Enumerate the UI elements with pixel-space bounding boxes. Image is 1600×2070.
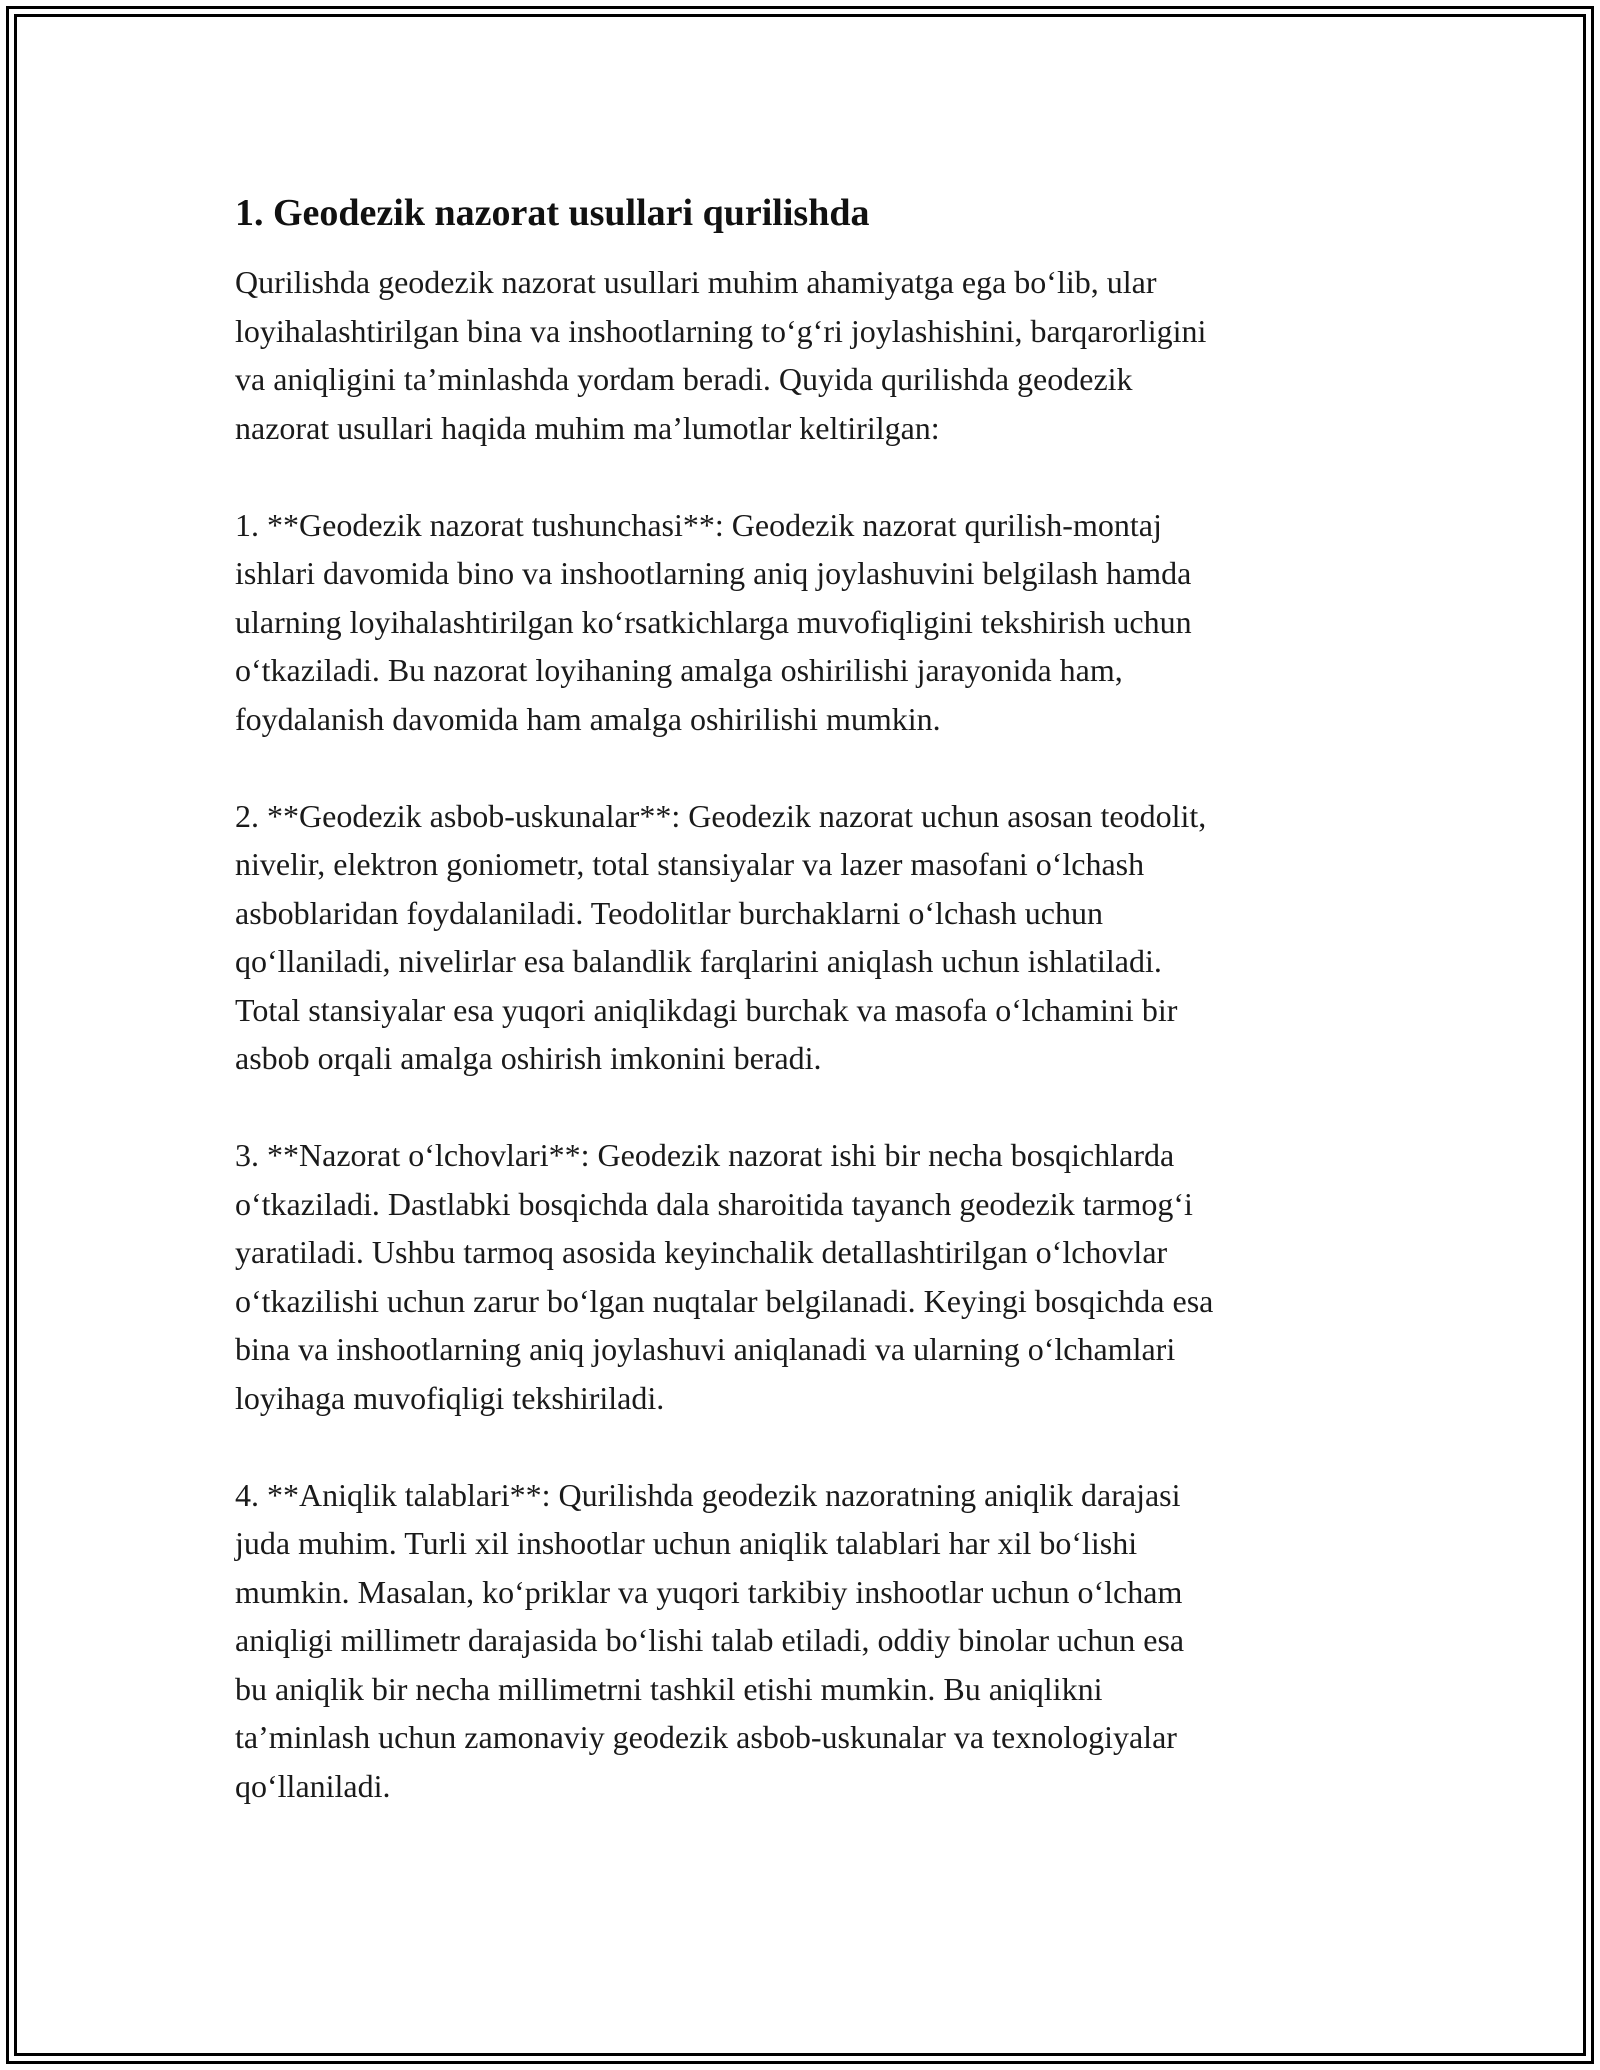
section-paragraph-2: 2. **Geodezik asbob-uskunalar**: Geodezik nazorat uchun asosan teodolit, nivelir, elektron goniometr, total stansiyalar va lazer masofani o‘lchash asboblaridan foydalaniladi. Teodolitlar burchaklarni o‘lchash uchun qo‘llaniladi, nivelirlar esa balandlik farqlarini aniqlash uchun ishlatiladi. Total stansiyalar esa yuqori aniqlikdagi burchak va masofa o‘lchamini bir asbob orqali amalga oshirish imkonini beradi. xyxy=(235,797,1207,1076)
document-title: 1. Geodezik nazorat usullari qurilishda xyxy=(235,192,870,234)
section-paragraph-3: 3. **Nazorat o‘lchovlari**: Geodezik nazorat ishi bir necha bosqichlarda o‘tkaziladi. Dastlabki bosqichda dala sharoitida tayanch geodezik tarmog‘i yaratiladi. Ushbu tarmoq asosida keyinchalik detallashtirilgan o‘lchovlar o‘tkazilishi uchun zarur bo‘lgan nuqtalar belgilanadi. Keyingi bosqichda esa bina va inshootlarning aniq joylashuvi aniqlanadi va ularning o‘lchamlari loyihaga muvofiqligi tekshiriladi. xyxy=(235,1137,1214,1416)
section-paragraph-1: 1. **Geodezik nazorat tushunchasi**: Geodezik nazorat qurilish-montaj ishlari davomida bino va inshootlarning aniq joylashuvini belgilash hamda ularning loyihalashtirilgan ko‘rsatkichlarga muvofiqligini tekshirish uchun o‘tkaziladi. Bu nazorat loyihaning amalga oshirilishi jarayonida ham, foydalanish davomida ham amalga oshirilishi mumkin. xyxy=(235,506,1192,737)
intro-paragraph: Qurilishda geodezik nazorat usullari muhim ahamiyatga ega bo‘lib, ular loyihalashtirilgan bina va inshootlarning to‘g‘ri joylashishini, barqarorligini va aniqligini ta’minlashda yordam beradi. Quyida qurilishda geodezik nazorat usullari haqida muhim ma’lumotlar keltirilgan: xyxy=(235,264,1207,446)
section-paragraph-4: 4. **Aniqlik talablari**: Qurilishda geodezik nazoratning aniqlik darajasi juda muhim. Turli xil inshootlar uchun aniqlik talablari har xil bo‘lishi mumkin. Masalan, ko‘priklar va yuqori tarkibiy inshootlar uchun o‘lcham aniqligi millimetr darajasida bo‘lishi talab etiladi, oddiy binolar uchun esa bu aniqlik bir necha millimetrni tashkil etishi mumkin. Bu aniqlikni ta’minlash uchun zamonaviy geodezik asbob-uskunalar va texnologiyalar qo‘llaniladi. xyxy=(235,1476,1185,1804)
document-body xyxy=(235,188,1375,1859)
